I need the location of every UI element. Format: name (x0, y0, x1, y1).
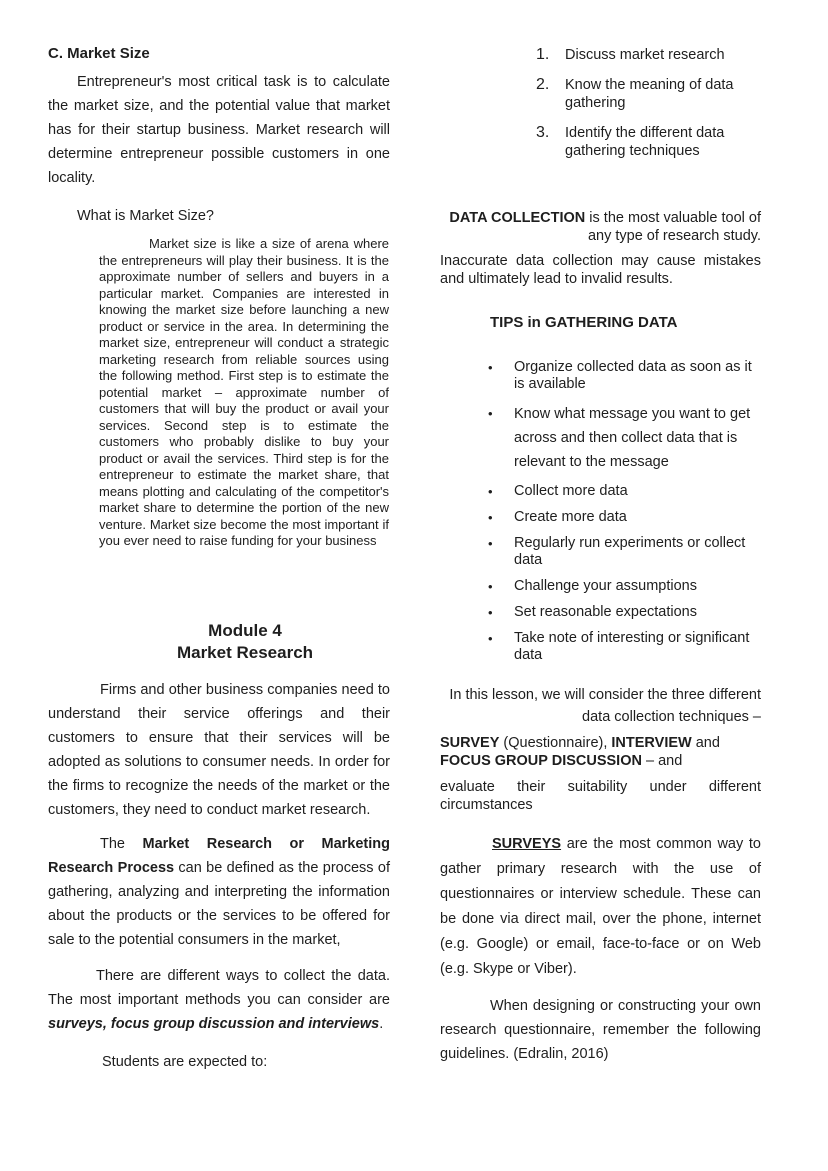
lesson-intro-paragraph: In this lesson, we will consider the three different data collection techniques – (449, 687, 761, 725)
techniques-paragraph: SURVEY (Questionnaire), INTERVIEW and FOCUS GROUP DISCUSSION – and (440, 735, 720, 769)
market-size-description-paragraph: Market size is like a size of arena where the entrepreneurs will play their business. It is the approximate number of sellers and buyers in a particular market. Companies are interested in knowing the market size before launching a new product or service in the area. In determining the market size, entrepreneur will conduct a strategic marketing research from reliable sources using the following method. First step is to estimate the potential market – approximate number of customers that will buy the product or avail your services. Second step is to estimate the customers who probably dislike to buy your product or avail the services. Third step is for the entrepreneur to estimate the market share, that means plotting and calculating of the competitor's market share to determine the portion of the new venture. Market size become the most important if you ever need to raise funding for your business (99, 236, 389, 548)
bullet-icon: • (488, 536, 493, 551)
bullet-icon: • (488, 605, 493, 620)
left-column (48, 0, 390, 1072)
market-size-intro-paragraph: Entrepreneur's most critical task is to calculate the market size, and the potential value that market has for their startup business. Market research will determine entrepreneur possible customers in one locality. (48, 74, 390, 186)
section-heading-market-size: C. Market Size (48, 45, 150, 62)
bullet-icon: • (488, 510, 493, 525)
objective-number: 3. (536, 124, 550, 141)
tip-item (440, 578, 761, 595)
tip-text: Challenge your assumptions (514, 578, 697, 594)
objective-item (440, 46, 761, 64)
tip-item (440, 604, 761, 621)
what-is-market-size-line: What is Market Size? (77, 208, 214, 224)
objective-text: Identify the different data gathering techniques (565, 125, 725, 159)
module-title (48, 620, 390, 664)
objective-item (440, 76, 761, 112)
data-collection-methods-paragraph: There are different ways to collect the data. The most important methods you can consider are surveys, focus group discussion and interviews. (48, 967, 390, 1032)
module-title-line1: Module 4 (208, 620, 282, 640)
students-expectation-line: Students are expected to: (102, 1053, 268, 1070)
tip-item (440, 509, 761, 526)
tip-text: Create more data (514, 509, 627, 525)
tip-item (440, 402, 761, 474)
inaccurate-data-paragraph: Inaccurate data collection may cause mistakes and ultimately lead to invalid results. (440, 253, 761, 287)
tip-text: Organize collected data as soon as it is available (514, 359, 752, 392)
bullet-icon: • (488, 360, 493, 375)
tip-item (440, 359, 761, 393)
bullet-icon: • (488, 484, 493, 499)
tip-text: Collect more data (514, 483, 628, 499)
tips-heading: TIPS in GATHERING DATA (490, 314, 678, 331)
module-title-line2: Market Research (176, 642, 314, 662)
tips-list (440, 359, 761, 664)
tip-text: Regularly run experiments or collect data (514, 535, 746, 568)
closing-paragraph: When designing or constructing your own research questionnaire, remember the following guidelines. (Edralin, 2016) (440, 998, 761, 1062)
firms-paragraph: Firms and other business companies need to understand their service offerings and their customers to ensure that their services will be adopted as solutions to consumer needs. In order for the firms to recognize the needs of the market or the customers, they need to conduct market research. (48, 681, 390, 818)
right-column (440, 0, 761, 1066)
tip-item (440, 630, 761, 664)
tip-text: Take note of interesting or significant data (514, 630, 750, 663)
objective-text: Know the meaning of data gathering (565, 77, 734, 111)
tip-text: Set reasonable expectations (514, 604, 697, 620)
bullet-icon: • (488, 631, 493, 646)
surveys-paragraph: SURVEYS are the most common way to gather primary research with the use of questionnaires or interview schedule. These can be done via direct mail, over the phone, internet (e.g. Google) or email, face-to-face or on Web (e.g. Skype or Viber). (440, 836, 761, 977)
tip-item (440, 535, 761, 569)
objective-text: Discuss market research (565, 47, 725, 63)
objective-number: 1. (536, 46, 550, 63)
bullet-icon: • (488, 406, 493, 421)
objective-number: 2. (536, 76, 550, 93)
objectives-list (440, 46, 761, 160)
bullet-icon: • (488, 579, 493, 594)
tip-text: Know what message you want to get across and then collect data that is relevant to the message (514, 406, 751, 470)
tip-item (440, 483, 761, 500)
objective-item (440, 124, 761, 160)
evaluate-paragraph: evaluate their suitability under different circumstances (440, 779, 761, 813)
market-research-definition-paragraph: The Market Research or Marketing Research Process can be defined as the process of gathering, analyzing and interpreting the information about the products or the services to be offered for sale to the potential consumers in the market, (48, 835, 390, 948)
data-collection-statement: DATA COLLECTION is the most valuable tool of any type of research study. (449, 210, 761, 244)
